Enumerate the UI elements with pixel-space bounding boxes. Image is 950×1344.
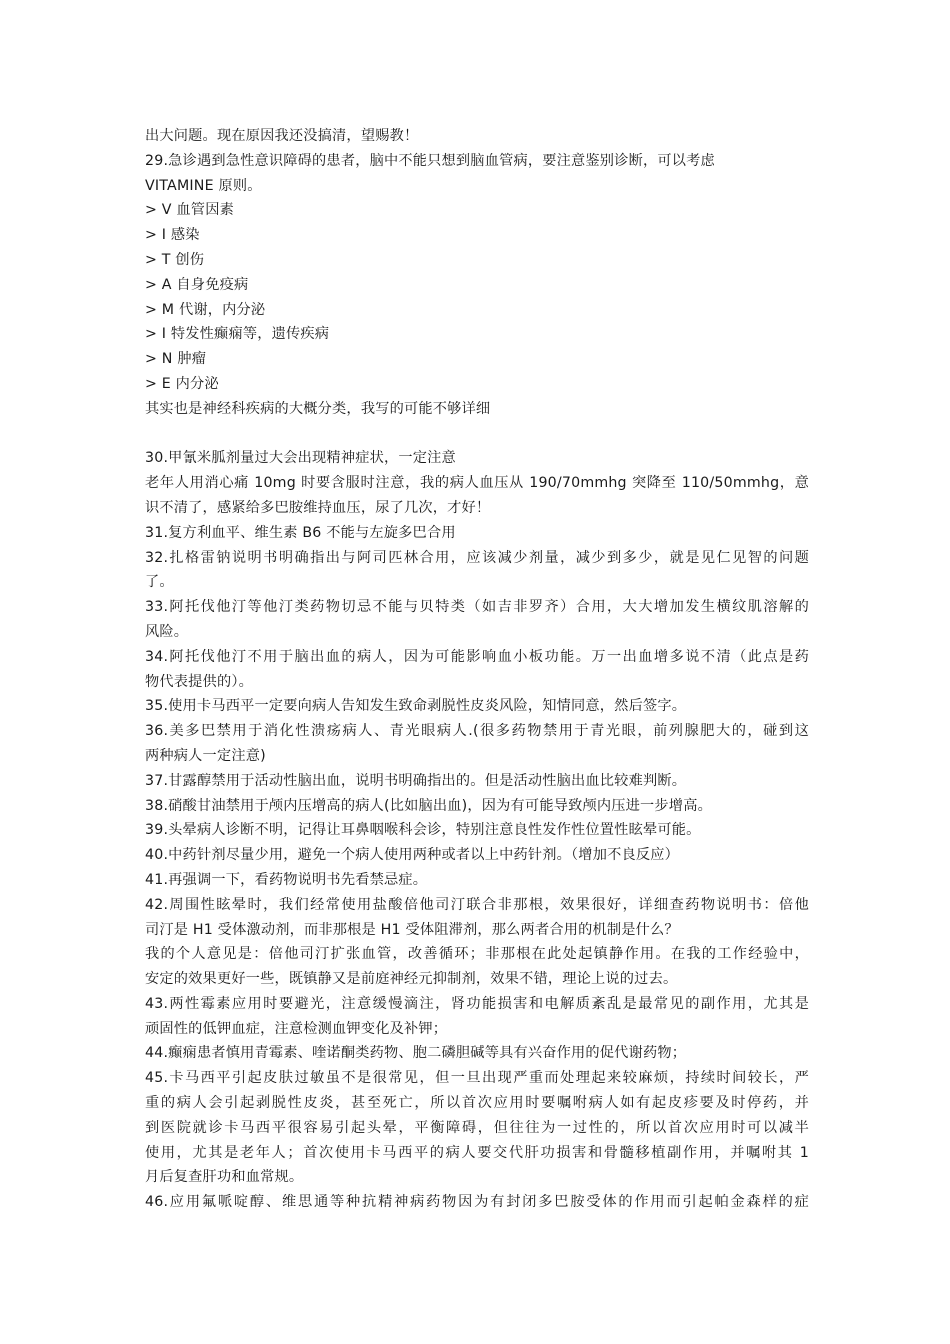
text-line: 40.中药针剂尽量少用，避免一个病人使用两种或者以上中药针剂。（增加不良反应） — [145, 847, 680, 864]
text-line: 43.两性霉素应用时要避光，注意缓慢滴注，肾功能损害和电解质紊乱是最常见的副作用，尤其是 — [145, 995, 809, 1012]
text-line: 30.甲氰米胍剂量过大会出现精神症状，一定注意 — [145, 450, 456, 467]
text-line: 使用，尤其是老年人；首次使用卡马西平的病人要交代肝功损害和骨髓移植副作用，并嘱咐其 1 — [145, 1144, 809, 1161]
text-line: > M 代谢，内分泌 — [145, 301, 266, 318]
text-line: 31.复方利血平、维生素 B6 不能与左旋多巴合用 — [145, 524, 456, 541]
text-line: > A 自身免疫病 — [145, 276, 249, 293]
text-line: 37.甘露醇禁用于活动性脑出血，说明书明确指出的。但是活动性脑出血比较难判断。 — [145, 772, 687, 789]
text-line: 司汀是 H1 受体激动剂，而非那根是 H1 受体阻滞剂，那么两者合用的机制是什么？ — [145, 921, 679, 938]
text-line: > N 肿瘤 — [145, 351, 207, 368]
text-line: 月后复查肝功和血常规。 — [145, 1169, 304, 1186]
text-line: 38.硝酸甘油禁用于颅内压增高的病人(比如脑出血)，因为有可能导致颅内压进一步增高。 — [145, 797, 712, 814]
text-line: 其实也是神经科疾病的大概分类，我写的可能不够详细 — [145, 400, 491, 417]
text-line: 44.癫痫患者慎用青霉素、喹诺酮类药物、胞二磷胆碱等具有兴奋作用的促代谢药物； — [145, 1045, 687, 1062]
text-line: 41.再强调一下，看药物说明书先看禁忌症。 — [145, 871, 428, 888]
text-line: > V 血管因素 — [145, 202, 234, 219]
text-line: 识不清了，感紧给多巴胺维持血压，尿了几次，才好！ — [145, 499, 491, 516]
text-line: 33.阿托伐他汀等他汀类药物切忌不能与贝特类（如吉非罗齐）合用，大大增加发生横纹肌溶解的 — [145, 599, 809, 616]
text-line: 风险。 — [145, 623, 189, 640]
text-line: 35.使用卡马西平一定要向病人告知发生致命剥脱性皮炎风险，知情同意，然后签字。 — [145, 698, 687, 715]
text-line: 46.应用氟哌啶醇、维思通等种抗精神病药物因为有封闭多巴胺受体的作用而引起帕金森样的症 — [145, 1194, 809, 1211]
text-line: 重的病人会引起剥脱性皮炎，甚至死亡，所以首次应用时要嘱咐病人如有起皮疹要及时停药，并 — [145, 1095, 809, 1112]
text-line: 安定的效果更好一些，既镇静又是前庭神经元抑制剂，效果不错，理论上说的过去。 — [145, 971, 678, 988]
text-line: 39.头晕病人诊断不明，记得让耳鼻咽喉科会诊，特别注意良性发作性位置性眩晕可能。 — [145, 822, 701, 839]
blank-line — [145, 422, 809, 447]
text-line: 两种病人一定注意) — [145, 747, 266, 764]
text-line: 45.卡马西平引起皮肤过敏虽不是很常见，但一旦出现严重而处理起来较麻烦，持续时间较长，严 — [145, 1070, 809, 1087]
text-line: 29.急诊遇到急性意识障碍的患者，脑中不能只想到脑血管病，要注意鉴别诊断，可以考虑 — [145, 152, 715, 169]
text-line: 物代表提供的）。 — [145, 673, 254, 690]
text-line: 老年人用消心痛 10mg 时要含服时注意，我的病人血压从 190/70mmhg 突降至 110/50mmhg，意 — [145, 475, 809, 492]
text-line: > E 内分泌 — [145, 375, 219, 392]
text-line: 42.周围性眩晕时，我们经常使用盐酸倍他司汀联合非那根，效果很好，详细查药物说明书：倍他 — [145, 896, 809, 913]
text-line: 32.扎格雷钠说明书明确指出与阿司匹林合用，应该减少剂量，减少到多少，就是见仁见智的问题 — [145, 549, 809, 566]
text-line: 36.美多巴禁用于消化性溃疡病人、青光眼病人.(很多药物禁用于青光眼，前列腺肥大的，碰到这 — [145, 723, 809, 740]
text-line: > T 创伤 — [145, 251, 205, 268]
text-line: 我的个人意见是：倍他司汀扩张血管，改善循环；非那根在此处起镇静作用。在我的工作经验中， — [145, 946, 809, 963]
text-line: 34.阿托伐他汀不用于脑出血的病人，因为可能影响血小板功能。万一出血增多说不清（此点是药 — [145, 648, 809, 665]
text-line: VITAMINE 原则。 — [145, 177, 262, 194]
text-line: > I 感染 — [145, 227, 200, 244]
text-line: 了。 — [145, 574, 174, 591]
text-line: 出大问题。现在原因我还没搞清，望赐教！ — [145, 128, 419, 144]
text-line: 到医院就诊卡马西平很容易引起头晕，平衡障碍，但往往为一过性的，所以首次应用时可以减半 — [145, 1119, 809, 1136]
text-line: > I 特发性癫痫等，遗传疾病 — [145, 326, 330, 343]
document-page — [145, 124, 809, 1215]
text-line: 顽固性的低钾血症，注意检测血钾变化及补钾； — [145, 1020, 448, 1037]
